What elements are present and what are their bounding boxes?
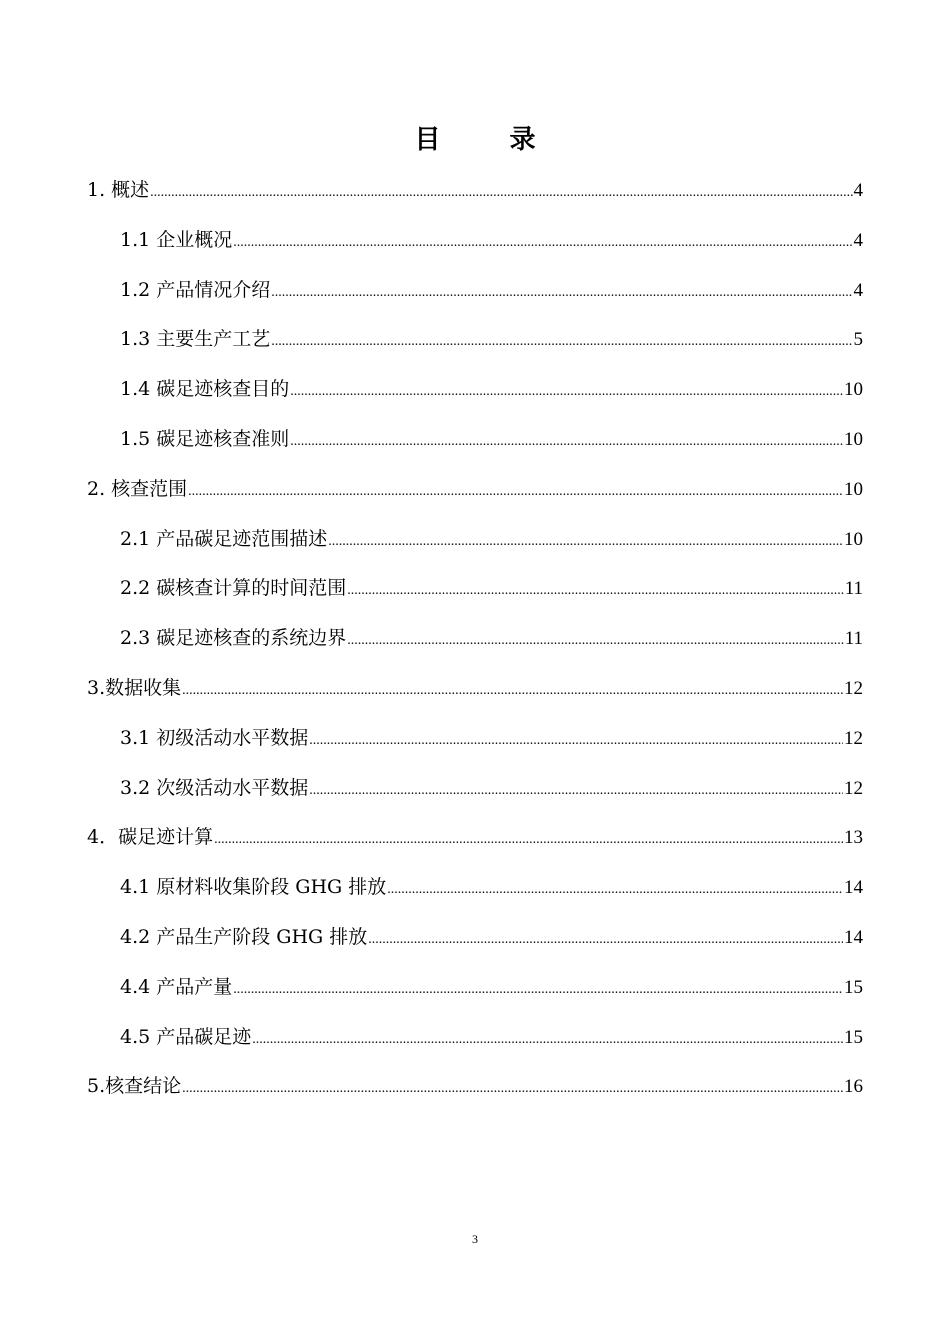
toc-entry[interactable]: [87, 720, 863, 770]
toc-entry-page: 10: [844, 478, 863, 500]
toc-entry-page: 14: [844, 926, 863, 948]
toc-dot-leader: [309, 773, 843, 809]
toc-entry[interactable]: [87, 969, 863, 1019]
toc-entry-page: 11: [844, 578, 863, 600]
toc-entry-page: 12: [844, 677, 863, 699]
toc-entry[interactable]: [87, 172, 863, 222]
toc-entry-page: 4: [853, 279, 863, 301]
toc-dot-leader: [214, 822, 843, 858]
toc-entry-page: 14: [844, 877, 863, 899]
toc-entry[interactable]: [87, 421, 863, 471]
toc-entry-label: 4.1 原材料收集阶段 GHG 排放: [120, 876, 387, 899]
toc-dot-leader: [150, 175, 852, 211]
toc-entry-label: 3.1 初级活动水平数据: [120, 726, 309, 749]
toc-entry[interactable]: [87, 321, 863, 371]
toc-dot-leader: [347, 623, 843, 659]
toc-entry-page: 12: [844, 727, 863, 749]
page-number: 3: [472, 1232, 478, 1246]
toc-entry-page: 12: [844, 777, 863, 799]
table-of-contents: [87, 172, 863, 1118]
page-title: 目 录: [414, 125, 566, 155]
toc-entry-label: 2.2 碳核查计算的时间范围: [120, 577, 347, 600]
toc-entry[interactable]: [87, 272, 863, 322]
toc-dot-leader: [252, 1022, 843, 1058]
toc-dot-leader: [328, 524, 843, 560]
toc-entry-page: 11: [844, 628, 863, 650]
toc-entry[interactable]: [87, 471, 863, 521]
toc-entry-label: 1.4 碳足迹核查目的: [120, 378, 290, 401]
toc-entry-page: 4: [853, 229, 863, 251]
toc-dot-leader: [233, 225, 852, 261]
toc-entry-label: 2.1 产品碳足迹范围描述: [120, 527, 328, 550]
toc-entry[interactable]: [87, 770, 863, 820]
toc-dot-leader: [309, 723, 843, 759]
toc-dot-leader: [347, 573, 843, 609]
toc-entry-page: 15: [844, 976, 863, 998]
toc-entry-label: 3.2 次级活动水平数据: [120, 776, 309, 799]
toc-entry-page: 10: [844, 379, 863, 401]
toc-entry-label: 4.4 产品产量: [120, 975, 233, 998]
toc-dot-leader: [182, 1071, 843, 1107]
toc-entry-page: 5: [853, 329, 863, 351]
toc-entry-label: 1.3 主要生产工艺: [120, 328, 271, 351]
toc-dot-leader: [233, 972, 843, 1008]
toc-entry-label: 1.1 企业概况: [120, 228, 233, 251]
toc-dot-leader: [368, 922, 843, 958]
toc-entry-page: 15: [844, 1026, 863, 1048]
toc-entry[interactable]: [87, 1019, 863, 1069]
toc-entry-label: 1. 概述: [87, 179, 150, 201]
toc-entry[interactable]: [87, 869, 863, 919]
toc-entry[interactable]: [87, 1068, 863, 1118]
toc-entry[interactable]: [87, 919, 863, 969]
toc-dot-leader: [182, 673, 843, 709]
toc-entry[interactable]: [87, 521, 863, 571]
toc-entry-page: 13: [844, 827, 863, 849]
toc-entry[interactable]: [87, 819, 863, 869]
toc-entry-page: 16: [844, 1076, 863, 1098]
toc-dot-leader: [271, 324, 852, 360]
toc-dot-leader: [188, 474, 843, 510]
toc-entry-label: 5.核查结论: [87, 1075, 182, 1098]
toc-entry-label: 3.数据收集: [87, 676, 182, 699]
toc-dot-leader: [271, 275, 852, 311]
toc-entry-label: 2. 核查范围: [87, 477, 188, 500]
toc-dot-leader: [387, 872, 843, 908]
toc-entry[interactable]: [87, 222, 863, 272]
toc-entry-label: 4.5 产品碳足迹: [120, 1025, 252, 1048]
toc-entry[interactable]: [87, 620, 863, 670]
toc-entry[interactable]: [87, 570, 863, 620]
toc-entry-page: 10: [844, 428, 863, 450]
toc-entry-label: 4．碳足迹计算: [87, 826, 214, 849]
toc-entry-label: 2.3 碳足迹核查的系统边界: [120, 627, 347, 650]
toc-entry-label: 1.5 碳足迹核查准则: [120, 427, 290, 450]
toc-entry-label: 4.2 产品生产阶段 GHG 排放: [120, 925, 368, 948]
toc-dot-leader: [290, 424, 843, 460]
toc-entry-label: 1.2 产品情况介绍: [120, 278, 271, 301]
toc-entry-page: 10: [844, 528, 863, 550]
toc-entry[interactable]: [87, 670, 863, 720]
toc-dot-leader: [290, 374, 843, 410]
toc-entry-page: 4: [853, 180, 863, 201]
toc-entry[interactable]: [87, 371, 863, 421]
